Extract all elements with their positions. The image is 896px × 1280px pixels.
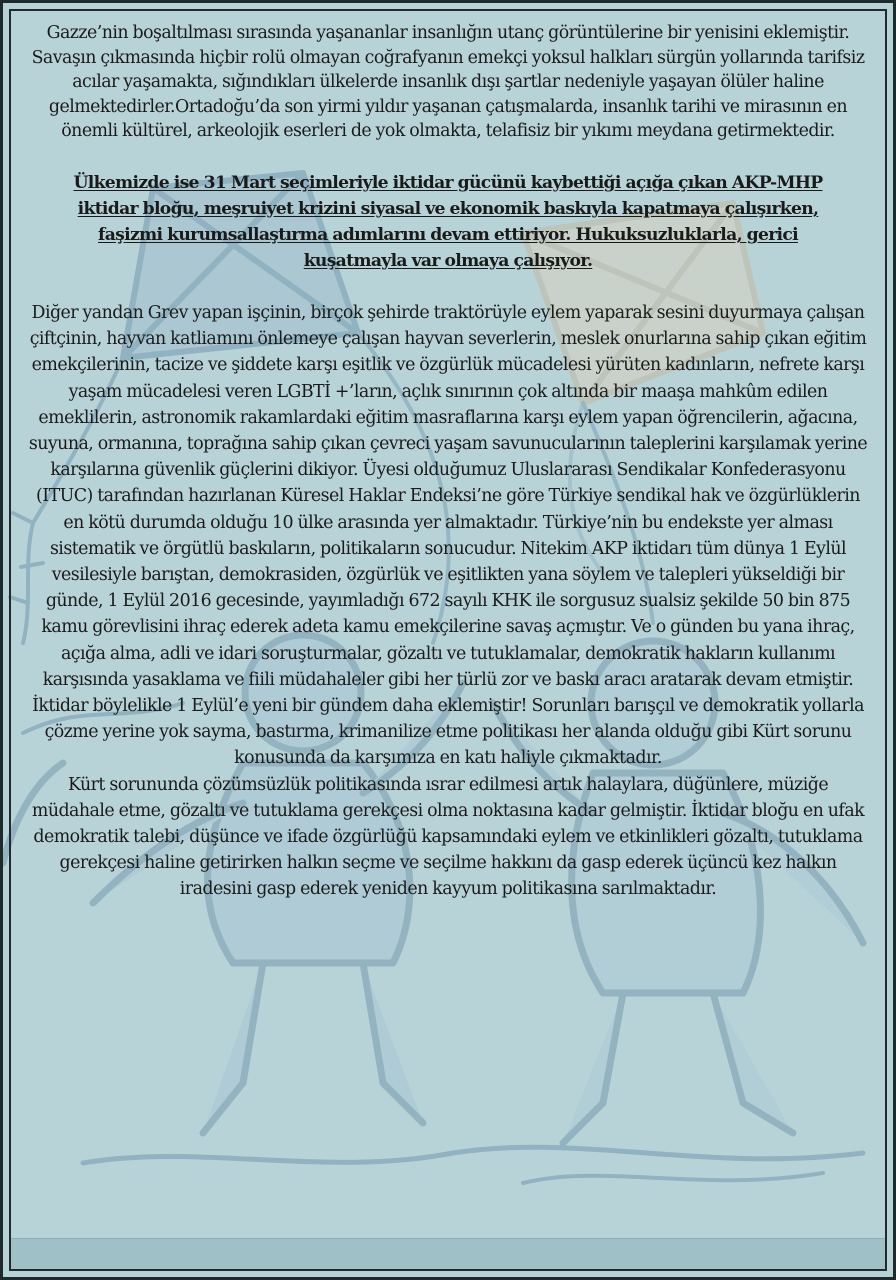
document-body — [25, 21, 871, 903]
paragraph-body: Diğer yandan Grev yapan işçinin, birçok şehirde traktörüyle eylem yaparak sesini duyurmaya çalışan çiftçinin, hayvan katliamını önlemeye çalışan hayvan severlerin, meslek onurlarına sahip çıkan eğitim emekçilerinin, tacize ve şiddete karşı eşitlik ve özgürlük mücadelesi yürüten kadınların, nefrete karşı yaşam mücadelesi veren LGBTİ +’ların, açlık sınırının çok altında bir maaşa mahkûm edilen emeklilerin, astronomik rakamlardaki eğitim masraflarına karşı eylem yapan öğrencilerin, ağacına, suyuna, ormanına, toprağına sahip çıkan çevreci yaşam savunucularının taleplerini karşılamak yerine karşılarına güvenlik güçlerini dikiyor. Üyesi olduğumuz Uluslararası Sendikalar Konfederasyonu (ITUC) tarafından hazırlanan Küresel Haklar Endeksi’ne göre Türkiye sendikal hak ve özgürlüklerin en kötü durumda olduğu 10 ülke arasında yer almaktadır. Türkiye’nin bu endekste yer alması sistematik ve örgütlü baskıların, politikaların sonucudur. Nitekim AKP iktidarı tüm dünya 1 Eylül vesilesiyle barıştan, demokrasiden, özgürlük ve eşitlikten yana söylem ve talepleri yükseldiği bir günde, 1 Eylül 2016 gecesinde, yayımladığı 672 sayılı KHK ile sorgusuz sualsiz şekilde 50 bin 875 kamu görevlisini ihraç ederek adeta kamu emekçilerine savaş açmıştır. Ve o günden bu yana ihraç, açığa alma, adli ve idari soruşturmalar, gözaltı ve tutuklamalar, demokratik hakların kullanımı karşısında yasaklama ve fiili müdahaleler gibi her türlü zor ve baskı aracı aratarak devam etmiştir. İktidar böylelikle 1 Eylül’e yeni bir gündem daha eklemiştir! Sorunları barışçıl ve demokratik yollarla çözme yerine yok sayma, bastırma, krimanilize etme politikası her alanda olduğu gibi Kürt sorunu konusunda da karşımıza en katı haliyle çıkmaktadır. — [28, 302, 868, 769]
paragraph-intro: Gazze’nin boşaltılması sırasında yaşananlar insanlığın utanç görüntülerine bir yenisini eklemiştir. Savaşın çıkmasında hiçbir rolü olmayan coğrafyanın emekçi yoksul halkları sürgün yollarında tarifsiz acılar yaşamakta, sığındıkları ülkelerde insanlık dışı şartlar nedeniyle yaşayan ölüler haline gelmektedirler.Ortadoğu’da son yirmi yıldır yaşanan çatışmalarda, insanlık tarihi ve mirasının en önemli kültürel, arkeolojik eserleri de yok olmakta, telafisiz bir yıkımı meydana getirmektedir. — [31, 23, 865, 142]
paragraph-highlight: Ülkemizde ise 31 Mart seçimleriyle iktidar gücünü kaybettiği açığa çıkan AKP-MHP iktidar bloğu, meşruiyet krizini siyasal ve ekonomik baskıyla kapatmaya çalışırken, faşizmi kurumsallaştırma adımlarını devam ettiriyor. Hukuksuzluklarla, gerici kuşatmayla var olmaya çalışıyor. — [73, 172, 823, 271]
bottom-band — [11, 1238, 885, 1269]
paragraph-closing: Kürt sorununda çözümsüzlük politikasında ısrar edilmesi artık halaylara, düğünlere, müziğe müdahale etme, gözaltı ve tutuklama gerekçesi olma noktasına kadar gelmiştir. İktidar bloğu en ufak demokratik talebi, düşünce ve ifade özgürlüğü kapsamındaki eylem ve etkinlikleri gözaltı, tutuklama gerekçesi haline getirirken halkın seçme ve seçilme hakkını da gasp ederek üçüncü kez halkın iradesini gasp ederek yeniden kayyum politikasına sarılmaktadır. — [31, 774, 865, 900]
